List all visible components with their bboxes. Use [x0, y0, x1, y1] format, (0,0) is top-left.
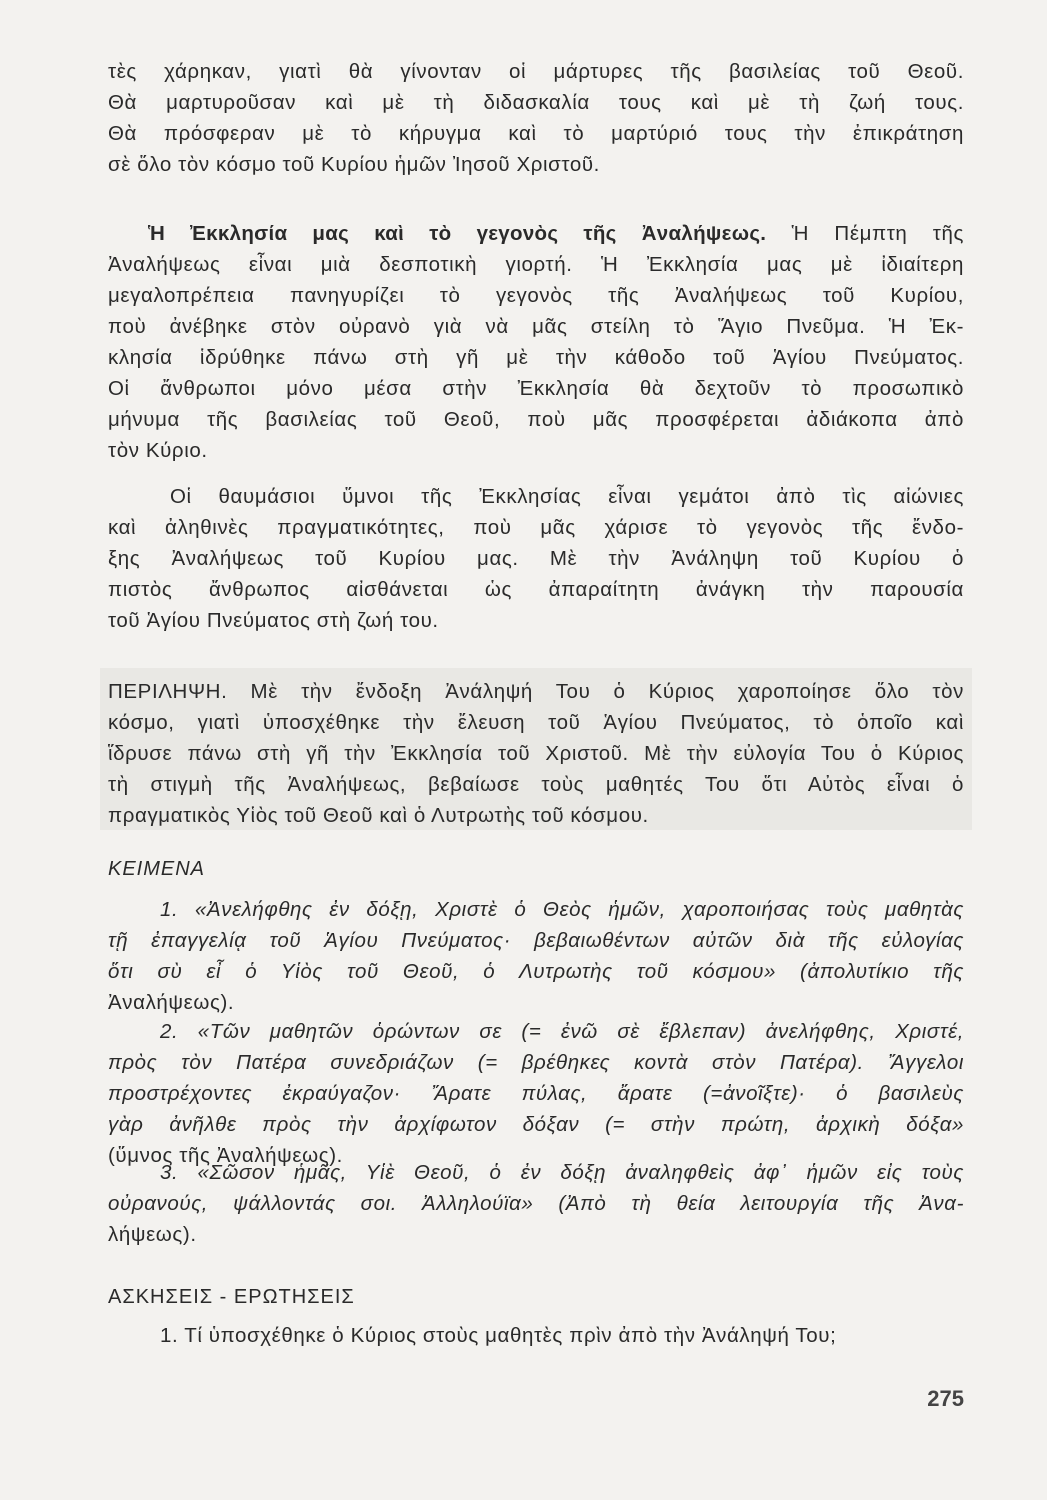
text-line: (ὕμνος τῆς Ἀναλήψεως).	[108, 1144, 343, 1167]
text-line: Οἱ ἄνθρωποι μόνο μέσα στὴν Ἐκκλησία θὰ δεχτοῦν τὸ προσωπικὸ	[108, 377, 964, 400]
text-1	[108, 894, 964, 1018]
exercises-label: ΑΣΚΗΣΕΙΣ - ΕΡΩΤΗΣΕΙΣ	[108, 1286, 355, 1308]
text-line: Ἀναλήψεως εἶναι μιὰ δεσποτικὴ γιορτή. Ἡ Ἐκκλησία μας μὲ ἰδιαίτερη	[108, 253, 964, 276]
texts-section	[108, 854, 964, 885]
text-line: ὅτι σὺ εἶ ὁ Υἱὸς τοῦ Θεοῦ, ὁ Λυτρωτὴς τοῦ κόσμου» (ἀπολυτίκιο τῆς	[108, 960, 964, 983]
text-line: πρὸς τὸν Πατέρα συνεδριάζων (= βρέθηκες κοντὰ στὸν Πατέρα). Ἄγγελοι	[108, 1051, 964, 1074]
text-line: Θὰ μαρτυροῦσαν καὶ μὲ τὴ διδασκαλία τους καὶ μὲ τὴ ζωή τους.	[108, 91, 964, 114]
texts-label: ΚΕΙΜΕΝΑ	[108, 858, 206, 880]
page-number: 275	[927, 1386, 964, 1411]
intro-paragraph	[108, 56, 964, 180]
text-line: Οἱ θαυμάσιοι ὕμνοι τῆς Ἐκκλησίας εἶναι γεμάτοι ἀπὸ τὶς αἰώνιες	[170, 485, 964, 508]
text-line: 1. «Ἀνελήφθης ἐν δόξῃ, Χριστὲ ὁ Θεὸς ἡμῶν, χαροποιήσας τοὺς μαθητὰς	[160, 898, 964, 921]
question-1	[108, 1320, 964, 1351]
text-line: προστρέχοντες ἐκραύγαζον· Ἄρατε πύλας, ἄρατε (=ἀνοῖξτε)· ὁ βασιλεὺς	[108, 1082, 964, 1105]
text-line: κόσμο, γιατὶ ὑποσχέθηκε τὴν ἔλευση τοῦ Ἁγίου Πνεύματος, τὸ ὁποῖο καὶ	[108, 711, 964, 734]
text-line: ἵδρυσε πάνω στὴ γῆ τὴν Ἐκκλησία τοῦ Χριστοῦ. Μὲ τὴν εὐλογία Του ὁ Κύριος	[108, 742, 964, 765]
text-line: λήψεως).	[108, 1223, 197, 1246]
text-line: τῇ ἐπαγγελίᾳ τοῦ Ἁγίου Πνεύματος· βεβαιωθέντων αὐτῶν διὰ τῆς εὐλογίας	[108, 929, 964, 952]
text-line: Θὰ πρόσφεραν μὲ τὸ κήρυγμα καὶ τὸ μαρτύριό τους τὴν ἐπικράτηση	[108, 122, 964, 145]
summary-paragraph	[108, 676, 964, 831]
text-line: ΠΕΡΙΛΗΨΗ. Μὲ τὴν ἔνδοξη Ἀνάληψή Του ὁ Κύριος χαροποίησε ὅλο τὸν	[108, 680, 964, 703]
text-line: κλησία ἱδρύθηκε πάνω στὴ γῆ μὲ τὴν κάθοδο τοῦ Ἁγίου Πνεύματος.	[108, 346, 964, 369]
text-line: τὸν Κύριο.	[108, 439, 208, 462]
text-line: καὶ ἀληθινὲς πραγματικότητες, ποὺ μᾶς χάρισε τὸ γεγονὸς τῆς ἔνδο-	[108, 516, 964, 539]
text-line: τὲς χάρηκαν, γιατὶ θὰ γίνονταν οἱ μάρτυρες τῆς βασιλείας τοῦ Θεοῦ.	[108, 60, 964, 83]
section-heading: Ἡ Ἐκκλησία μας καὶ τὸ γεγονὸς τῆς Ἀναλήψεως.	[148, 222, 767, 245]
text-line: 2. «Τῶν μαθητῶν ὁρώντων σε (= ἐνῶ σὲ ἔβλεπαν) ἀνελήφθης, Χριστέ,	[160, 1020, 964, 1043]
text-line: πιστὸς ἄνθρωπος αἰσθάνεται ὡς ἀπαραίτητη ἀνάγκη τὴν παρουσία	[108, 578, 964, 601]
text-line: τοῦ Ἁγίου Πνεύματος στὴ ζωή του.	[108, 609, 439, 632]
text-line: οὐρανούς, ψάλλοντάς σοι. Ἀλληλούϊα» (Ἀπὸ τὴ θεία λειτουργία τῆς Ἀνα-	[108, 1192, 964, 1215]
text-line: Ἀναλήψεως).	[108, 991, 235, 1014]
text-line: 3. «Σῶσον ἡμᾶς, Υἱὲ Θεοῦ, ὁ ἐν δόξῃ ἀναληφθεὶς ἀφ᾽ ἡμῶν εἰς τοὺς	[160, 1161, 964, 1184]
section-heading-line	[108, 218, 964, 249]
text-line: πραγματικὸς Υἱὸς τοῦ Θεοῦ καὶ ὁ Λυτρωτὴς τοῦ κόσμου.	[108, 804, 649, 827]
text-line: γὰρ ἀνῆλθε πρὸς τὴν ἀρχίφωτον δόξαν (= στὴν πρώτη, ἀρχικὴ δόξα»	[108, 1113, 964, 1136]
text-2	[108, 1016, 964, 1171]
book-page	[108, 0, 964, 1500]
text-line: μήνυμα τῆς βασιλείας τοῦ Θεοῦ, ποὺ μᾶς προσφέρεται ἀδιάκοπα ἀπὸ	[108, 408, 964, 431]
text-line: τὴ στιγμὴ τῆς Ἀναλήψεως, βεβαίωσε τοὺς μαθητές Του ὅτι Αὐτὸς εἶναι ὁ	[108, 773, 964, 796]
exercises-section	[108, 1282, 964, 1313]
text-line: 1. Τί ὑποσχέθηκε ὁ Κύριος στοὺς μαθητὲς πρὶν ἀπὸ τὴν Ἀνάληψή Του;	[160, 1324, 837, 1347]
text-line: ποὺ ἀνέβηκε στὸν οὐρανὸ γιὰ νὰ μᾶς στείλη τὸ Ἅγιο Πνεῦμα. Ἡ Ἐκ-	[108, 315, 964, 338]
text-line: ξης Ἀναλήψεως τοῦ Κυρίου μας. Μὲ τὴν Ἀνάληψη τοῦ Κυρίου ὁ	[108, 547, 964, 570]
section-paragraph	[108, 218, 964, 466]
text-line: σὲ ὅλο τὸν κόσμο τοῦ Κυρίου ἡμῶν Ἰησοῦ Χριστοῦ.	[108, 153, 600, 176]
text-line: μεγαλοπρέπεια πανηγυρίζει τὸ γεγονὸς τῆς Ἀναλήψεως τοῦ Κυρίου,	[108, 284, 964, 307]
second-paragraph	[108, 481, 964, 636]
text-run: Ἡ Πέμπτη τῆς	[791, 222, 964, 245]
text-3	[108, 1157, 964, 1250]
